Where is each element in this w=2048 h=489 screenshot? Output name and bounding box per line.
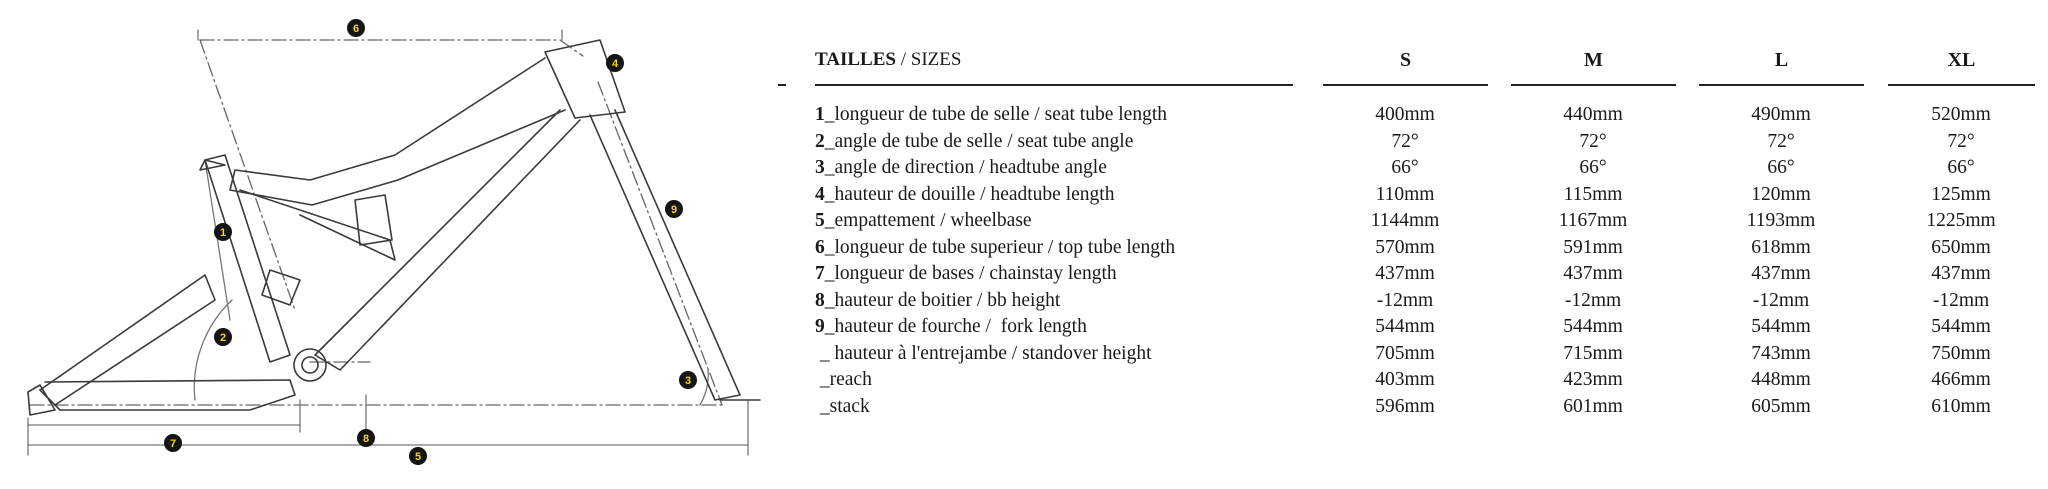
- cell-m: 715mm: [1563, 342, 1623, 364]
- row-label-text: _stack: [815, 395, 870, 417]
- row-label: [815, 184, 1114, 206]
- table-header-label: [815, 44, 1293, 86]
- cell-l: 605mm: [1751, 395, 1811, 417]
- marker-9: [665, 200, 683, 218]
- seat-axis-line: [200, 40, 295, 310]
- cell-s: -12mm: [1376, 289, 1434, 311]
- cell-xl: 750mm: [1931, 342, 1991, 364]
- cell-s: 544mm: [1375, 316, 1435, 337]
- table-row: [815, 263, 2035, 290]
- cell-l: 1193mm: [1746, 210, 1816, 231]
- cell-s: 596mm: [1375, 395, 1435, 417]
- cell-xl: 66°: [1947, 157, 1975, 178]
- cell-s: 403mm: [1375, 369, 1435, 390]
- row-label-text: _empattement / wheelbase: [824, 210, 1032, 231]
- row-number: 5: [815, 210, 825, 231]
- marker-5: [409, 447, 427, 465]
- cell-s: 1144mm: [1370, 210, 1440, 231]
- cell-xl: 610mm: [1931, 395, 1991, 417]
- row-label-text: _reach: [815, 369, 872, 390]
- cell-l: -12mm: [1752, 289, 1810, 311]
- cell-xl: 125mm: [1931, 183, 1991, 205]
- row-number: 7: [815, 263, 825, 284]
- row-label-text: _longueur de tube de selle / seat tube length: [824, 104, 1167, 125]
- cell-m: 423mm: [1563, 369, 1623, 390]
- cell-m: 544mm: [1563, 316, 1623, 337]
- cell-xl: 437mm: [1931, 263, 1991, 284]
- shock: [355, 195, 392, 245]
- cell-xl: 544mm: [1931, 316, 1991, 337]
- row-label-text: _longueur de tube superieur / top tube length: [824, 236, 1176, 258]
- frame-geometry-diagram: [0, 0, 780, 489]
- svg-text:3: 3: [684, 375, 692, 387]
- cell-xl: 520mm: [1931, 104, 1991, 125]
- cell-m: 115mm: [1563, 183, 1623, 205]
- marker-3: [679, 371, 697, 389]
- table-row: [815, 316, 2035, 343]
- svg-text:2: 2: [219, 332, 227, 344]
- svg-text:6: 6: [352, 23, 360, 35]
- cell-xl: 650mm: [1931, 236, 1991, 258]
- cell-l: 437mm: [1751, 263, 1811, 284]
- size-header-xl: XL: [1888, 44, 2035, 86]
- row-label: [815, 237, 1175, 259]
- row-label-text: _angle de tube de selle / seat tube angle: [824, 130, 1134, 152]
- marker-7: [164, 434, 182, 452]
- cell-l: 120mm: [1751, 183, 1811, 205]
- table-left-dash: [778, 84, 786, 86]
- row-number: 1: [815, 104, 825, 125]
- cell-m: 72°: [1579, 130, 1607, 152]
- row-label: [815, 263, 1117, 285]
- row-number: 2: [815, 130, 825, 152]
- row-number: 9: [815, 316, 825, 337]
- cell-s: 437mm: [1375, 263, 1435, 284]
- cell-xl: -12mm: [1932, 289, 1990, 311]
- cell-l: 743mm: [1751, 342, 1811, 364]
- row-label: [815, 290, 1060, 312]
- table-row: [815, 290, 2035, 317]
- row-label: [815, 316, 1087, 338]
- svg-text:5: 5: [414, 451, 422, 463]
- cell-xl: 1225mm: [1926, 210, 1996, 231]
- row-number: 6: [815, 236, 825, 258]
- row-label: [815, 131, 1133, 153]
- cell-l: 448mm: [1751, 369, 1811, 390]
- cell-s: 705mm: [1375, 342, 1435, 364]
- cell-s: 570mm: [1375, 236, 1435, 258]
- row-label-text: _hauteur de boitier / bb height: [824, 289, 1061, 311]
- cell-m: 601mm: [1563, 395, 1623, 417]
- table-row: [815, 369, 2035, 396]
- cell-m: 440mm: [1563, 104, 1623, 125]
- cell-l: 66°: [1767, 157, 1795, 178]
- svg-text:7: 7: [169, 438, 177, 450]
- size-header-s: S: [1323, 44, 1488, 86]
- row-label-text: _longueur de bases / chainstay length: [824, 263, 1117, 284]
- header-sizes: / SIZES: [895, 49, 962, 70]
- marker-2: [214, 328, 232, 346]
- cell-m: 66°: [1579, 157, 1607, 178]
- table-row: [815, 210, 2035, 237]
- row-label-text: _angle de direction / headtube angle: [824, 157, 1107, 178]
- row-label: [815, 343, 1152, 365]
- svg-text:4: 4: [611, 58, 619, 70]
- cell-m: 591mm: [1563, 236, 1623, 258]
- row-label: [815, 396, 870, 418]
- cell-l: 490mm: [1751, 104, 1811, 125]
- size-header-l: L: [1699, 44, 1864, 86]
- table-row: [815, 157, 2035, 184]
- row-label: [815, 157, 1107, 179]
- cell-l: 72°: [1767, 130, 1795, 152]
- row-label: [815, 369, 872, 391]
- table-row: [815, 184, 2035, 211]
- cell-m: 1167mm: [1558, 210, 1628, 231]
- cell-s: 66°: [1391, 157, 1419, 178]
- cell-xl: 466mm: [1931, 369, 1991, 390]
- row-number: 4: [815, 183, 825, 205]
- row-label: [815, 104, 1167, 126]
- size-header-m: M: [1511, 44, 1676, 86]
- cell-m: -12mm: [1564, 289, 1622, 311]
- cell-s: 400mm: [1375, 104, 1435, 125]
- row-number: 3: [815, 157, 825, 178]
- svg-text:8: 8: [362, 433, 370, 445]
- row-label-text: _hauteur de douille / headtube length: [824, 183, 1115, 205]
- fork-axis-line: [598, 82, 722, 405]
- cell-s: 110mm: [1375, 183, 1435, 205]
- head-tube: [545, 40, 625, 118]
- marker-4: [606, 54, 624, 72]
- cell-l: 618mm: [1751, 236, 1811, 258]
- table-row: [815, 343, 2035, 370]
- cell-s: 72°: [1391, 130, 1419, 152]
- svg-text:1: 1: [219, 227, 227, 239]
- header-tailles: TAILLES: [815, 49, 896, 70]
- marker-8: [357, 429, 375, 447]
- row-label-text: _hauteur de fourche / fork length: [824, 316, 1087, 337]
- cell-xl: 72°: [1947, 130, 1975, 152]
- table-row: [815, 104, 2035, 131]
- row-number: 8: [815, 289, 825, 311]
- row-label-text: _ hauteur à l'entrejambe / standover height: [815, 342, 1152, 364]
- table-row: [815, 396, 2035, 423]
- row-label: [815, 210, 1032, 232]
- svg-text:9: 9: [670, 204, 678, 216]
- marker-6: [347, 19, 365, 37]
- cell-l: 544mm: [1751, 316, 1811, 337]
- table-row: [815, 131, 2035, 158]
- cell-m: 437mm: [1563, 263, 1623, 284]
- table-row: [815, 237, 2035, 264]
- marker-1: [214, 223, 232, 241]
